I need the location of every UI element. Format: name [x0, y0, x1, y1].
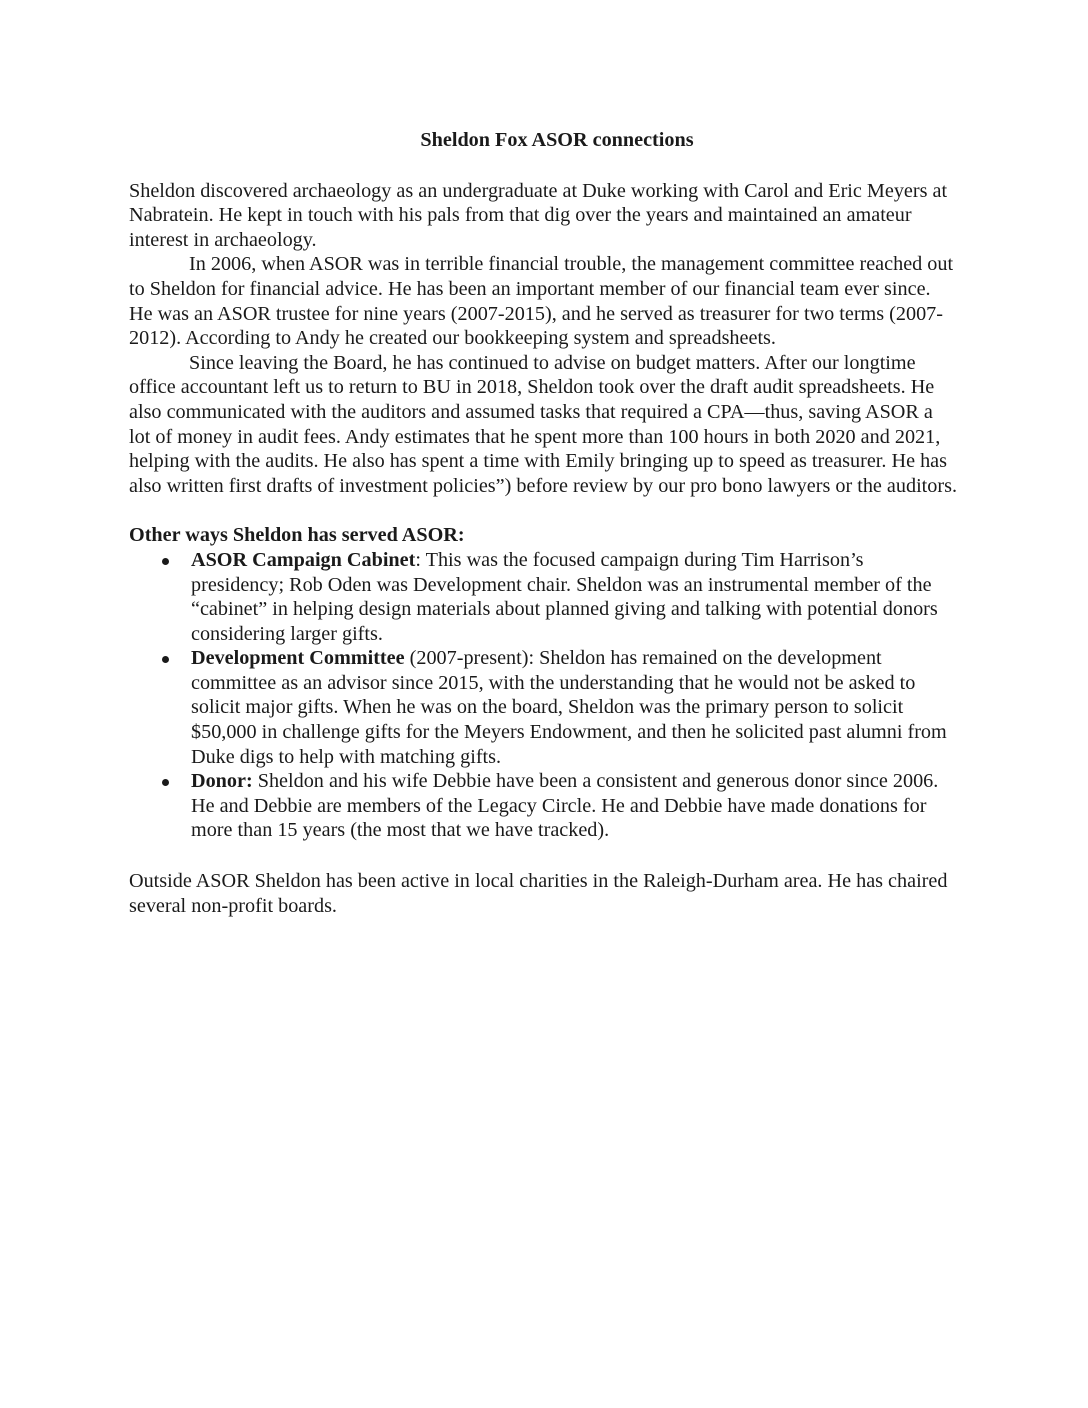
- section-heading-other-ways: Other ways Sheldon has served ASOR:: [129, 524, 465, 547]
- paragraph-intro: Sheldon discovered archaeology as an undergraduate at Duke working with Carol and Eric Meyers at Nabratein. He kept in touch with his pals from that dig over the years and maintained an amateur interest in archaeology.: [129, 179, 948, 251]
- list-item-text: Sheldon and his wife Debbie have been a consistent and generous donor since 2006. He and Debbie are members of the Legacy Circle. He and Debbie have made donations for more than 15 years (the most that we have tracked).: [191, 770, 939, 842]
- list-item-text: (2007-present): Sheldon has remained on the development committee as an advisor since 2015, with the understanding that he would not be asked to solicit major gifts. When he was on the board, Sheldon was the primary person to solicit $50,000 in challenge gifts for the Meyers Endowment, and then he solicited past alumni from Duke digs to help with matching gifts.: [191, 647, 947, 768]
- list-item-campaign-cabinet: [129, 548, 959, 646]
- paragraph-financial-advice: In 2006, when ASOR was in terrible financial trouble, the management committee reached out to Sheldon for financial advice. He has been an important member of our financial team ever since. He was an ASOR trustee for nine years (2007-2015), and he served as treasurer for two terms (2007-2012). According to Andy he created our bookkeeping system and spreadsheets.: [129, 253, 954, 350]
- document-body: [129, 128, 959, 918]
- service-list: [129, 548, 959, 843]
- document-title: Sheldon Fox ASOR connections: [420, 129, 694, 151]
- paragraph-budget-matters: Since leaving the Board, he has continued to advise on budget matters. After our longtime office accountant left us to return to BU in 2018, Sheldon took over the draft audit spreadsheets. He also communicated with the auditors and assumed tasks that required a CPA—thus, saving ASOR a lot of money in audit fees. Andy estimates that he spent more than 100 hours in both 2020 and 2021, helping with the audits. He also has spent a time with Emily bringing up to speed as treasurer. He has also written first drafts of investment policies”) before review by our pro bono lawyers or the auditors.: [129, 351, 958, 497]
- list-item-term: Development Committee: [191, 647, 405, 670]
- list-item-donor: [129, 769, 959, 843]
- list-item-text: : This was the focused campaign during Tim Harrison’s presidency; Rob Oden was Development chair. Sheldon was an instrumental member of the “cabinet” in helping design materials about planned giving and talking with potential donors considering larger gifts.: [191, 548, 938, 645]
- list-item-development-committee: [129, 646, 959, 769]
- bullet-icon: [162, 656, 169, 663]
- paragraph-closing: Outside ASOR Sheldon has been active in local charities in the Raleigh-Durham area. He has chaired several non-profit boards.: [129, 870, 948, 917]
- bullet-icon: [162, 558, 169, 565]
- list-item-term: ASOR Campaign Cabinet: [191, 548, 416, 571]
- bullet-icon: [162, 779, 169, 786]
- list-item-term: Donor:: [191, 770, 253, 793]
